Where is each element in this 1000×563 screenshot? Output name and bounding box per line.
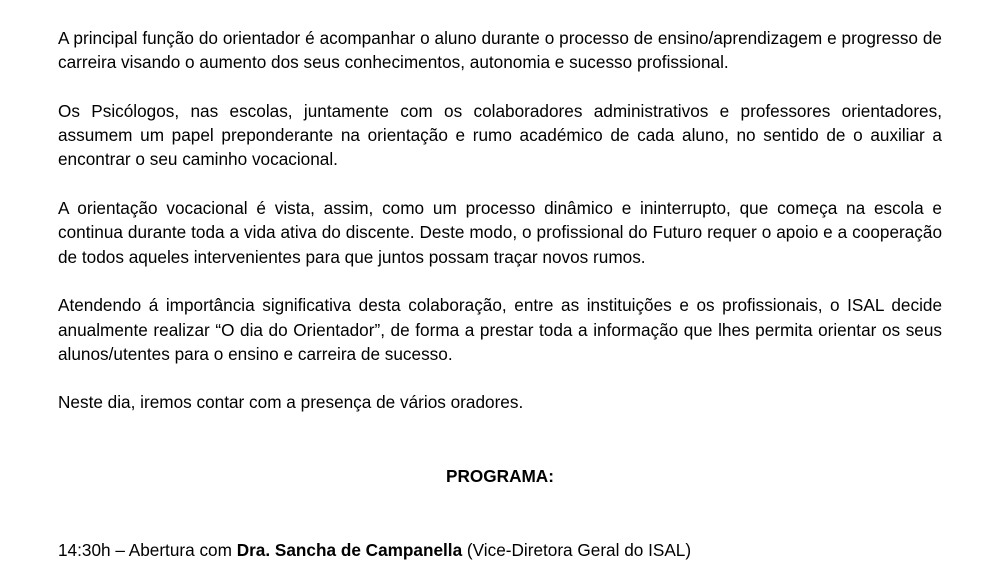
paragraph-oradores: Neste dia, iremos contar com a presença de vários oradores. [58,392,524,413]
paragraph-orientador-role: A principal função do orientador é acompanhar o aluno durante o processo de ensino/aprendizagem e progresso de carreira visando o aumento dos seus conhecimentos, autonomia e sucesso profissional. [58,28,942,73]
program-item-separator: – [110,540,129,560]
paragraph-orientacao-vocacional: A orientação vocacional é vista, assim, como um processo dinâmico e ininterrupto, que começa na escola e continua durante toda a vida ativa do discente. Deste modo, o profissional do Futuro requer o apoio e a cooperação de todos aqueles intervenientes para que juntos possam traçar novos rumos. [58,198,942,267]
paragraph-psicologos: Os Psicólogos, nas escolas, juntamente com os colaboradores administrativos e professores orientadores, assumem um papel preponderante na orientação e rumo académico de cada aluno, no sentido de o auxiliar a encontrar o seu caminho vocacional. [58,100,942,170]
document-body [58,26,942,439]
program-item-time: 14:30h [58,540,111,560]
program-item-speaker: Dra. Sancha de Campanella [236,540,463,560]
program-item [58,538,691,562]
paragraph-dia-do-orientador: Atendendo á importância significativa desta colaboração, entre as instituições e os profissionais, o ISAL decide anualmente realizar “O dia do Orientador”, de forma a prestar toda a informação que lhes permita orientar os seus alunos/utentes para o ensino e carreira de sucesso. [58,295,942,364]
program-item-text: Abertura com [128,540,237,560]
program-heading: PROGRAMA: [446,466,554,486]
program-item-role: (Vice-Diretora Geral do ISAL) [462,540,692,560]
